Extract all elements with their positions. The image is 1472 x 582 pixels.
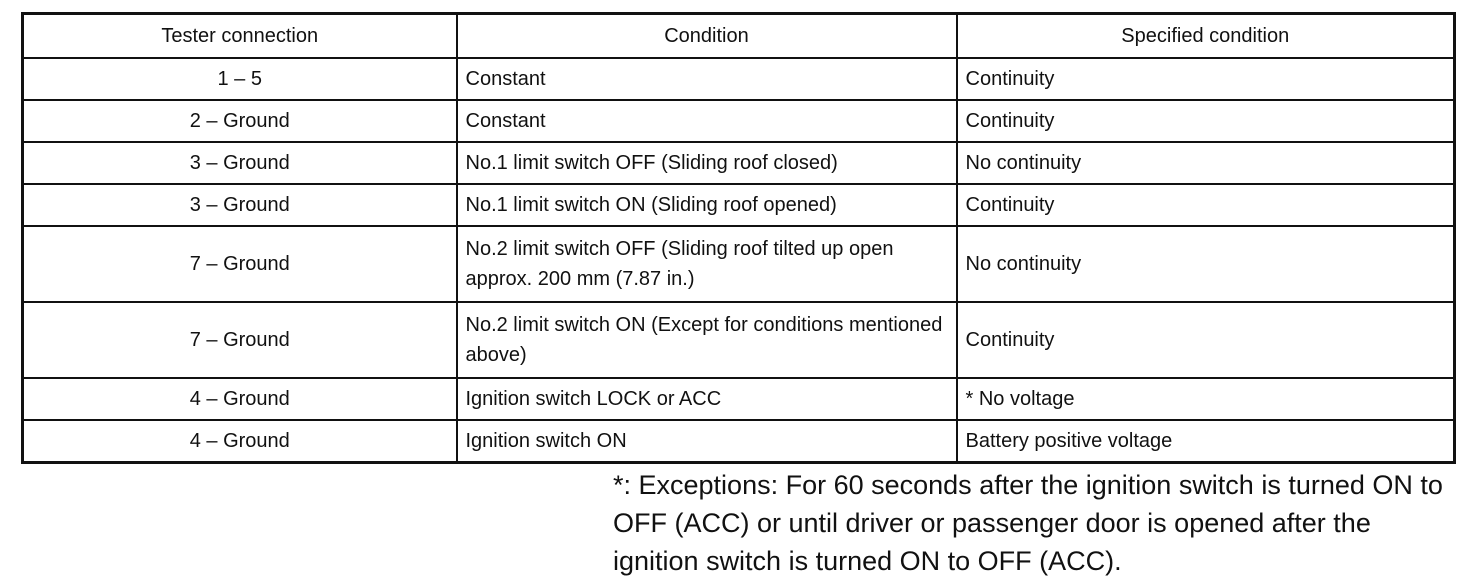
cell-tester-connection: 7 – Ground bbox=[23, 226, 457, 302]
cell-condition: Ignition switch LOCK or ACC bbox=[457, 378, 957, 420]
table-row bbox=[23, 184, 1455, 226]
header-tester-connection: Tester connection bbox=[23, 14, 457, 59]
cell-condition: No.1 limit switch OFF (Sliding roof closed) bbox=[457, 142, 957, 184]
exceptions-footnote: *: Exceptions: For 60 seconds after the ignition switch is turned ON to OFF (ACC) or until driver or passenger door is opened after the ignition switch is turned ON to OFF (ACC). bbox=[613, 470, 1443, 576]
table-row bbox=[23, 378, 1455, 420]
cell-specified-condition: * No voltage bbox=[957, 378, 1455, 420]
cell-condition: No.2 limit switch ON (Except for conditions mentioned above) bbox=[457, 302, 957, 378]
table-row bbox=[23, 226, 1455, 302]
continuity-table-container bbox=[21, 12, 1453, 464]
cell-tester-connection: 7 – Ground bbox=[23, 302, 457, 378]
cell-tester-connection: 4 – Ground bbox=[23, 378, 457, 420]
table-row bbox=[23, 142, 1455, 184]
table-row bbox=[23, 302, 1455, 378]
cell-tester-connection: 4 – Ground bbox=[23, 420, 457, 463]
cell-tester-connection: 3 – Ground bbox=[23, 142, 457, 184]
cell-specified-condition: Continuity bbox=[957, 184, 1455, 226]
cell-condition: Constant bbox=[457, 58, 957, 100]
cell-condition: Constant bbox=[457, 100, 957, 142]
cell-specified-condition: Continuity bbox=[957, 100, 1455, 142]
cell-condition: No.1 limit switch ON (Sliding roof opened) bbox=[457, 184, 957, 226]
table-row bbox=[23, 58, 1455, 100]
header-specified-condition: Specified condition bbox=[957, 14, 1455, 59]
cell-specified-condition: Continuity bbox=[957, 302, 1455, 378]
cell-specified-condition: No continuity bbox=[957, 226, 1455, 302]
cell-condition: Ignition switch ON bbox=[457, 420, 957, 463]
cell-tester-connection: 3 – Ground bbox=[23, 184, 457, 226]
cell-condition: No.2 limit switch OFF (Sliding roof tilted up open approx. 200 mm (7.87 in.) bbox=[457, 226, 957, 302]
cell-specified-condition: Continuity bbox=[957, 58, 1455, 100]
header-condition: Condition bbox=[457, 14, 957, 59]
table-row bbox=[23, 420, 1455, 463]
cell-specified-condition: No continuity bbox=[957, 142, 1455, 184]
cell-tester-connection: 2 – Ground bbox=[23, 100, 457, 142]
table-row bbox=[23, 100, 1455, 142]
cell-tester-connection: 1 – 5 bbox=[23, 58, 457, 100]
table-header-row bbox=[23, 14, 1455, 59]
continuity-table bbox=[21, 12, 1456, 464]
cell-specified-condition: Battery positive voltage bbox=[957, 420, 1455, 463]
